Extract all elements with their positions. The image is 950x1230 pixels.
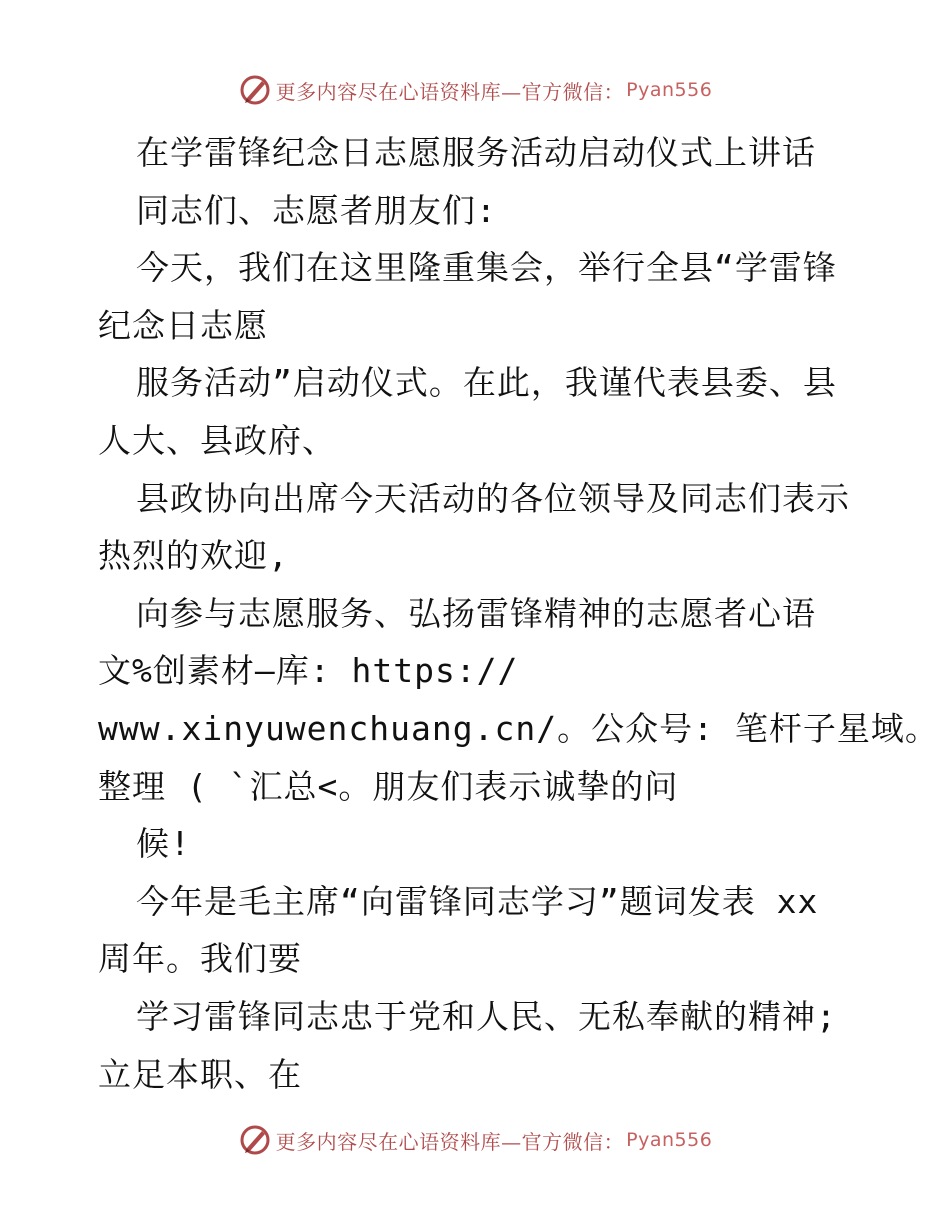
header-watermark-banner [0, 70, 950, 110]
header-banner-text: 更多内容尽在心语资料库—官方微信： [275, 79, 625, 104]
document-body [98, 124, 939, 1103]
text-line: 文%创素材—库: https:// [98, 651, 519, 691]
text-line: 纪念日志愿 [98, 305, 268, 345]
pen-logo-icon [238, 73, 272, 107]
text-line: 整理 ( `汇总<。朋友们表示诚挚的问 [98, 766, 679, 806]
footer-watermark-banner [0, 1120, 950, 1160]
text-line: 向参与志愿服务、弘扬雷锋精神的志愿者心语 [136, 593, 816, 633]
header-wechat-id: Pyan556 [626, 79, 713, 101]
text-line: 周年。我们要 [98, 939, 302, 979]
pen-logo-icon [238, 1123, 272, 1157]
text-line: 热烈的欢迎, [98, 536, 289, 576]
text-line: 县政协向出席今天活动的各位领导及同志们表示 [136, 478, 850, 518]
text-line: 立足本职、在 [98, 1054, 302, 1094]
text-line: 今年是毛主席“向雷锋同志学习”题词发表 xx [136, 881, 819, 921]
text-line-url: www.xinyuwenchuang.cn/。公众号: 笔杆子星域。 [98, 708, 939, 748]
text-line: 服务活动”启动仪式。在此，我谨代表县委、县 [136, 363, 837, 403]
footer-banner-text: 更多内容尽在心语资料库—官方微信： [275, 1129, 625, 1154]
text-line: 人大、县政府、 [98, 420, 336, 460]
text-line: 同志们、志愿者朋友们: [136, 190, 497, 230]
footer-wechat-id: Pyan556 [626, 1129, 713, 1151]
text-line: 今天，我们在这里隆重集会，举行全县“学雷锋 [136, 248, 837, 288]
document-title: 在学雷锋纪念日志愿服务活动启动仪式上讲话 [136, 133, 816, 172]
text-line: 候! [136, 824, 191, 864]
text-line: 学习雷锋同志忠于党和人民、无私奉献的精神; [136, 996, 837, 1036]
